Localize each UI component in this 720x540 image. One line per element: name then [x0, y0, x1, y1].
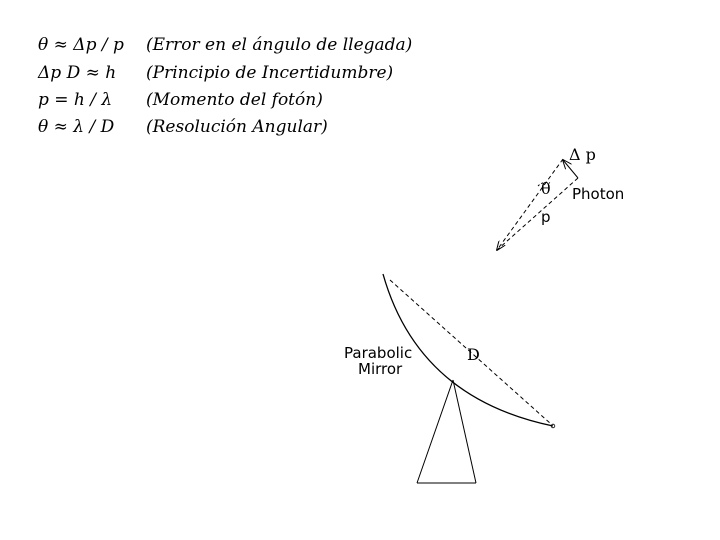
equation-3-description: (Momento del fotón)	[146, 90, 323, 110]
equation-2-lhs: Δp D ≈ h	[38, 63, 117, 83]
photon-direction-line	[497, 178, 578, 250]
equation-1-lhs: θ ≈ Δp / p	[38, 35, 124, 55]
equation-3-lhs: p = h / λ	[38, 90, 113, 110]
equation-4-lhs: θ ≈ λ / D	[38, 117, 115, 137]
d-label: D	[467, 345, 480, 364]
photon-label: Photon	[572, 185, 625, 203]
equation-2-description: (Principio de Incertidumbre)	[146, 63, 394, 83]
theta-label: θ	[541, 179, 551, 198]
mirror-label-line1: Parabolic	[344, 344, 413, 362]
stand-left-leg	[417, 380, 453, 483]
momentum-vector-p	[497, 159, 563, 250]
p-label: p	[541, 208, 551, 226]
delta-p-label: Δ p	[569, 145, 596, 164]
equation-4-description: (Resolución Angular)	[146, 117, 328, 137]
mirror-label-line2: Mirror	[358, 360, 403, 378]
equation-1-description: (Error en el ángulo de llegada)	[146, 35, 413, 55]
